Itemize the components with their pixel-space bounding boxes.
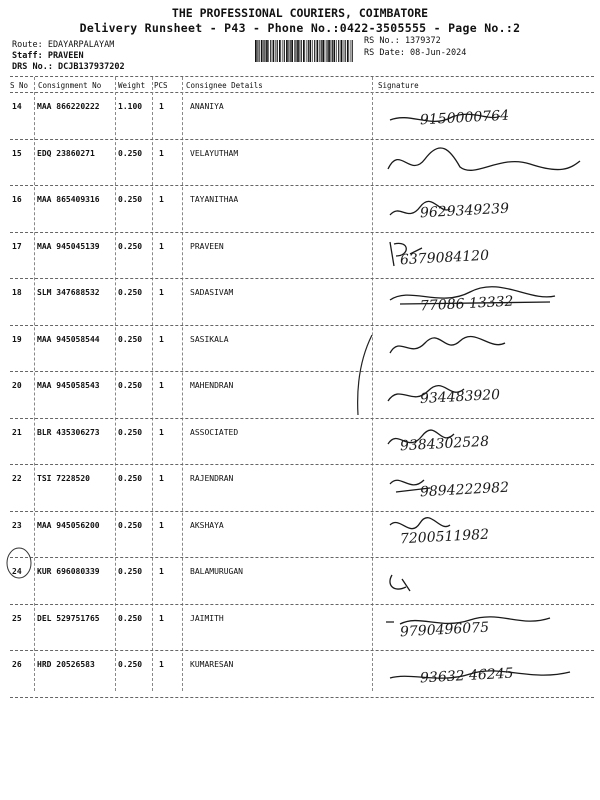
row-consignment-number: MAA 866220222 <box>37 102 100 111</box>
row-consignee-name: RAJENDRAN <box>190 474 234 483</box>
row-consignee-name: AKSHAYA <box>190 520 224 530</box>
handwritten-phone-number: 9384302528 <box>399 433 490 454</box>
row-signature <box>380 511 595 557</box>
bracket-stroke <box>350 330 380 420</box>
row-signature <box>380 371 595 417</box>
row-weight: 0.250 <box>118 520 143 530</box>
row-consignment-number: MAA 865409316 <box>37 195 100 204</box>
row-signature <box>380 557 595 603</box>
row-consignment-number: EDQ 23860271 <box>37 148 95 158</box>
handwritten-phone-number: 6379084120 <box>399 247 490 268</box>
row-pcs: 1 <box>159 474 164 483</box>
row-serial-number: 23 <box>12 520 22 530</box>
row-pcs: 1 <box>159 148 164 158</box>
row-pcs: 1 <box>159 381 164 390</box>
row-serial-number: 21 <box>12 427 22 437</box>
row-serial-number: 22 <box>12 474 22 483</box>
row-serial-number: 17 <box>12 241 22 251</box>
row-serial-number: 16 <box>12 195 22 204</box>
col-header-weight: Weight <box>118 81 146 90</box>
rs-number: RS No.: 1379372 <box>364 36 441 46</box>
circle-mark <box>4 546 34 580</box>
route-label: Route: EDAYARPALAYAM <box>12 40 115 50</box>
col-header-signature: Signature <box>378 81 419 90</box>
row-pcs: 1 <box>159 195 164 204</box>
row-pcs: 1 <box>159 660 164 669</box>
row-signature <box>380 650 595 696</box>
handwritten-phone-number: 934483920 <box>419 386 501 408</box>
row-serial-number: 14 <box>12 102 22 111</box>
handwritten-phone-number: 9894222982 <box>419 479 510 501</box>
handwritten-signature-image <box>380 557 595 603</box>
row-consignment-number: DEL 529751765 <box>37 613 100 623</box>
row-consignment-number: MAA 945058543 <box>37 381 100 390</box>
col-header-consignee: Consignee Details <box>186 81 263 90</box>
handwritten-phone-number: 9790496075 <box>399 619 490 640</box>
row-consignee-name: SADASIVAM <box>190 288 234 297</box>
row-weight: 0.250 <box>118 334 143 344</box>
row-consignment-number: HRD 20526583 <box>37 660 95 669</box>
row-consignee-name: MAHENDRAN <box>190 381 234 390</box>
col-header-sno: S No <box>10 81 29 90</box>
handwritten-phone-number: 77086 13332 <box>419 293 514 315</box>
row-signature <box>380 325 595 371</box>
col-header-consignment: Consignment No <box>38 81 102 90</box>
barcode-image <box>255 40 355 62</box>
row-consignee-name: KUMARESAN <box>190 660 234 669</box>
row-consignee-name: JAIMITH <box>190 613 224 623</box>
row-consignment-number: MAA 945058544 <box>37 334 100 344</box>
row-weight: 0.250 <box>118 381 143 390</box>
row-pcs: 1 <box>159 241 164 251</box>
row-signature <box>380 464 595 510</box>
col-divider <box>115 77 116 691</box>
row-weight: 0.250 <box>118 195 143 204</box>
row-pcs: 1 <box>159 334 164 344</box>
row-weight: 0.250 <box>118 474 143 483</box>
row-pcs: 1 <box>159 520 164 530</box>
row-serial-number: 15 <box>12 148 22 158</box>
rs-date: RS Date: 08-Jun-2024 <box>364 48 467 58</box>
staff-label: Staff: PRAVEEN <box>12 51 84 61</box>
row-serial-number: 20 <box>12 381 22 390</box>
row-weight: 0.250 <box>118 241 143 251</box>
row-weight: 1.100 <box>118 102 143 111</box>
row-consignment-number: MAA 945045139 <box>37 241 100 251</box>
handwritten-signature-image <box>380 139 595 185</box>
handwritten-signature-image <box>380 325 595 371</box>
row-consignee-name: VELAYUTHAM <box>190 148 239 158</box>
table-top-rule <box>10 76 594 77</box>
row-weight: 0.250 <box>118 613 143 623</box>
row-serial-number: 25 <box>12 613 22 623</box>
handwritten-phone-number: 9629349239 <box>419 200 510 222</box>
col-divider <box>152 77 153 691</box>
row-signature <box>380 418 595 464</box>
row-serial-number: 24 <box>12 567 22 576</box>
handwritten-phone-number: 7200511982 <box>399 526 490 547</box>
row-signature <box>380 185 595 231</box>
runsheet-subtitle: Delivery Runsheet - P43 - Phone No.:0422-3505555 - Page No.:2 <box>79 21 521 35</box>
row-weight: 0.250 <box>118 567 143 576</box>
col-header-pcs: PCS <box>154 81 168 90</box>
row-consignee-name: PRAVEEN <box>190 241 224 251</box>
signature-scribble <box>390 336 505 352</box>
row-pcs: 1 <box>159 288 164 297</box>
row-weight: 0.250 <box>118 427 143 437</box>
row-signature <box>380 604 595 650</box>
row-consignment-number: KUR 696080339 <box>37 567 100 576</box>
row-signature <box>380 232 595 278</box>
row-weight: 0.250 <box>118 288 143 297</box>
row-divider <box>10 697 594 698</box>
row-consignee-name: SASIKALA <box>190 334 229 344</box>
row-consignment-number: TSI 7228520 <box>37 474 90 483</box>
row-serial-number: 18 <box>12 288 22 297</box>
row-signature <box>380 92 595 138</box>
row-weight: 0.250 <box>118 148 143 158</box>
drs-number: DRS No.: DCJB137937202 <box>12 62 125 72</box>
row-pcs: 1 <box>159 102 164 111</box>
row-weight: 0.250 <box>118 660 143 669</box>
row-consignment-number: SLM 347688532 <box>37 288 100 297</box>
company-title: THE PROFESSIONAL COURIERS, COIMBATORE <box>171 6 429 20</box>
row-serial-number: 26 <box>12 660 22 669</box>
row-signature <box>380 278 595 324</box>
row-pcs: 1 <box>159 613 164 623</box>
row-pcs: 1 <box>159 567 164 576</box>
handwritten-phone-number: 93632 46245 <box>419 665 514 687</box>
row-consignee-name: TAYANITHAA <box>190 195 239 204</box>
row-consignee-name: ASSOCIATED <box>190 427 239 437</box>
signature-scribble <box>388 147 580 169</box>
row-consignment-number: BLR 435306273 <box>37 427 100 437</box>
row-serial-number: 19 <box>12 334 22 344</box>
signature-scribble <box>390 517 450 528</box>
row-consignee-name: ANANIYA <box>190 102 224 111</box>
row-pcs: 1 <box>159 427 164 437</box>
handwritten-phone-number: 9150000764 <box>419 107 510 129</box>
row-signature <box>380 139 595 185</box>
col-divider <box>182 77 183 691</box>
signature-scribble <box>390 575 410 591</box>
row-consignment-number: MAA 945056200 <box>37 520 100 530</box>
row-consignee-name: BALAMURUGAN <box>190 567 243 576</box>
col-divider <box>34 77 35 691</box>
